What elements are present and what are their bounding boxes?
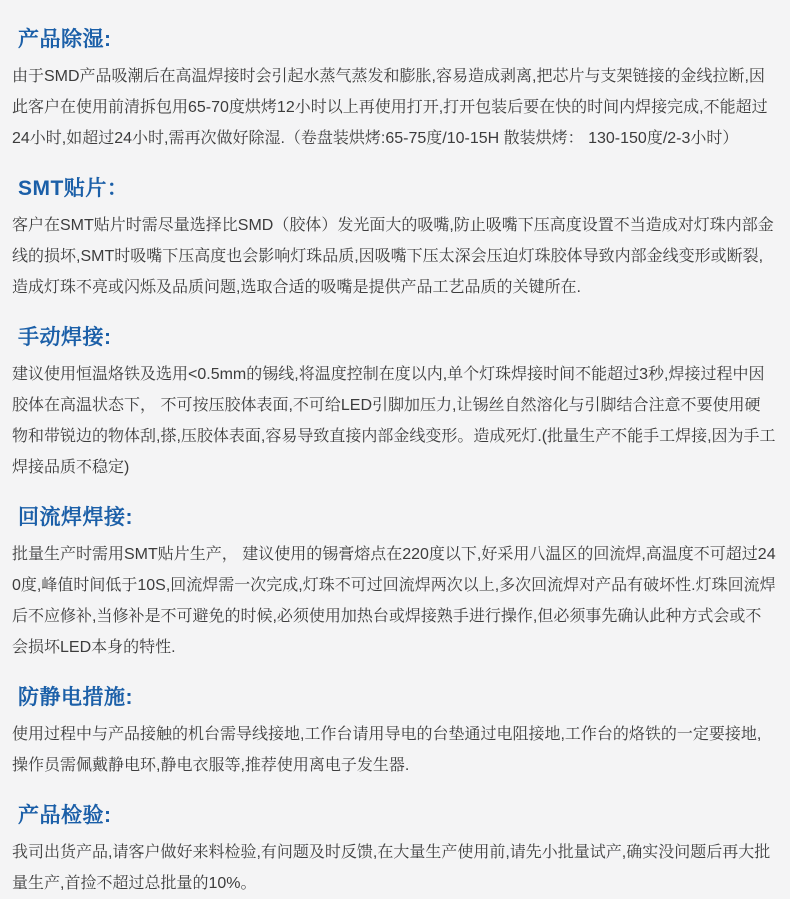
- section-title-antistatic-measures: 防静电措施:: [18, 686, 133, 709]
- section-manual-soldering: [12, 324, 776, 483]
- section-title-manual-soldering: 手动焊接:: [18, 326, 112, 349]
- section-title-reflow-soldering: 回流焊焊接:: [18, 506, 133, 529]
- section-body-manual-soldering: 建议使用恒温烙铁及选用<0.5mm的锡线,将温度控制在度以内,单个灯珠焊接时间不能超过3秒,焊接过程中因胶体在高温状态下， 不可按压胶体表面,不可给LED引脚加压力,让锡丝自然溶化与引脚结合注意不要使用硬物和带锐边的物体刮,搽,压胶体表面,容易导致直接内部金线变形。造成死灯.(批量生产不能手工焊接,因为手工焊接品质不稳定): [12, 366, 776, 476]
- section-title-smt-mounting: SMT贴片：: [18, 177, 129, 200]
- section-antistatic-measures: [12, 684, 776, 781]
- section-reflow-soldering: [12, 504, 776, 663]
- section-smt-mounting: [12, 175, 776, 303]
- section-body-product-dehumidify: 由于SMD产品吸潮后在高温焊接时会引起水蒸气蒸发和膨胀,容易造成剥离,把芯片与支架链接的金线拉断,因此客户在使用前清拆包用65-70度烘烤12小时以上再使用打开,打开包装后要在快的时间内焊接完成,不能超过24小时,如超过24小时,需再次做好除湿.（卷盘装烘烤:65-75度/10-15H 散装烘烤： 130-150度/2-3小时）: [12, 68, 768, 147]
- section-title-product-inspection: 产品检验:: [18, 804, 112, 827]
- section-body-reflow-soldering: 批量生产时需用SMT贴片生产， 建议使用的锡膏熔点在220度以下,好采用八温区的回流焊,高温度不可超过240度,峰值时间低于10S,回流焊需一次完成,灯珠不可过回流焊两次以上,多次回流焊对产品有破坏性.灯珠回流焊后不应修补,当修补是不可避免的时候,必须使用加热台或焊接熟手进行操作,但必须事先确认此种方式会或不会损坏LED本身的特性.: [12, 546, 776, 656]
- section-product-inspection: [12, 802, 776, 899]
- section-body-product-inspection: 我司出货产品,请客户做好来料检验,有问题及时反馈,在大量生产使用前,请先小批量试产,确实没问题后再大批量生产,首捡不超过总批量的10%。: [12, 844, 771, 892]
- section-body-smt-mounting: 客户在SMT贴片时需尽量选择比SMD（胶体）发光面大的吸嘴,防止吸嘴下压高度设置不当造成对灯珠内部金线的损坏,SMT时吸嘴下压高度也会影响灯珠品质,因吸嘴下压太深会压迫灯珠胶体导致内部金线变形或断裂,造成灯珠不亮或闪烁及品质问题,选取合适的吸嘴是提供产品工艺品质的关键所在.: [12, 217, 774, 296]
- section-title-product-dehumidify: 产品除湿:: [18, 28, 112, 51]
- section-body-antistatic-measures: 使用过程中与产品接触的机台需导线接地,工作台请用导电的台垫通过电阻接地,工作台的烙铁的一定要接地,操作员需佩戴静电环,静电衣服等,推荐使用离电子发生器.: [12, 726, 762, 774]
- section-product-dehumidify: [12, 26, 776, 154]
